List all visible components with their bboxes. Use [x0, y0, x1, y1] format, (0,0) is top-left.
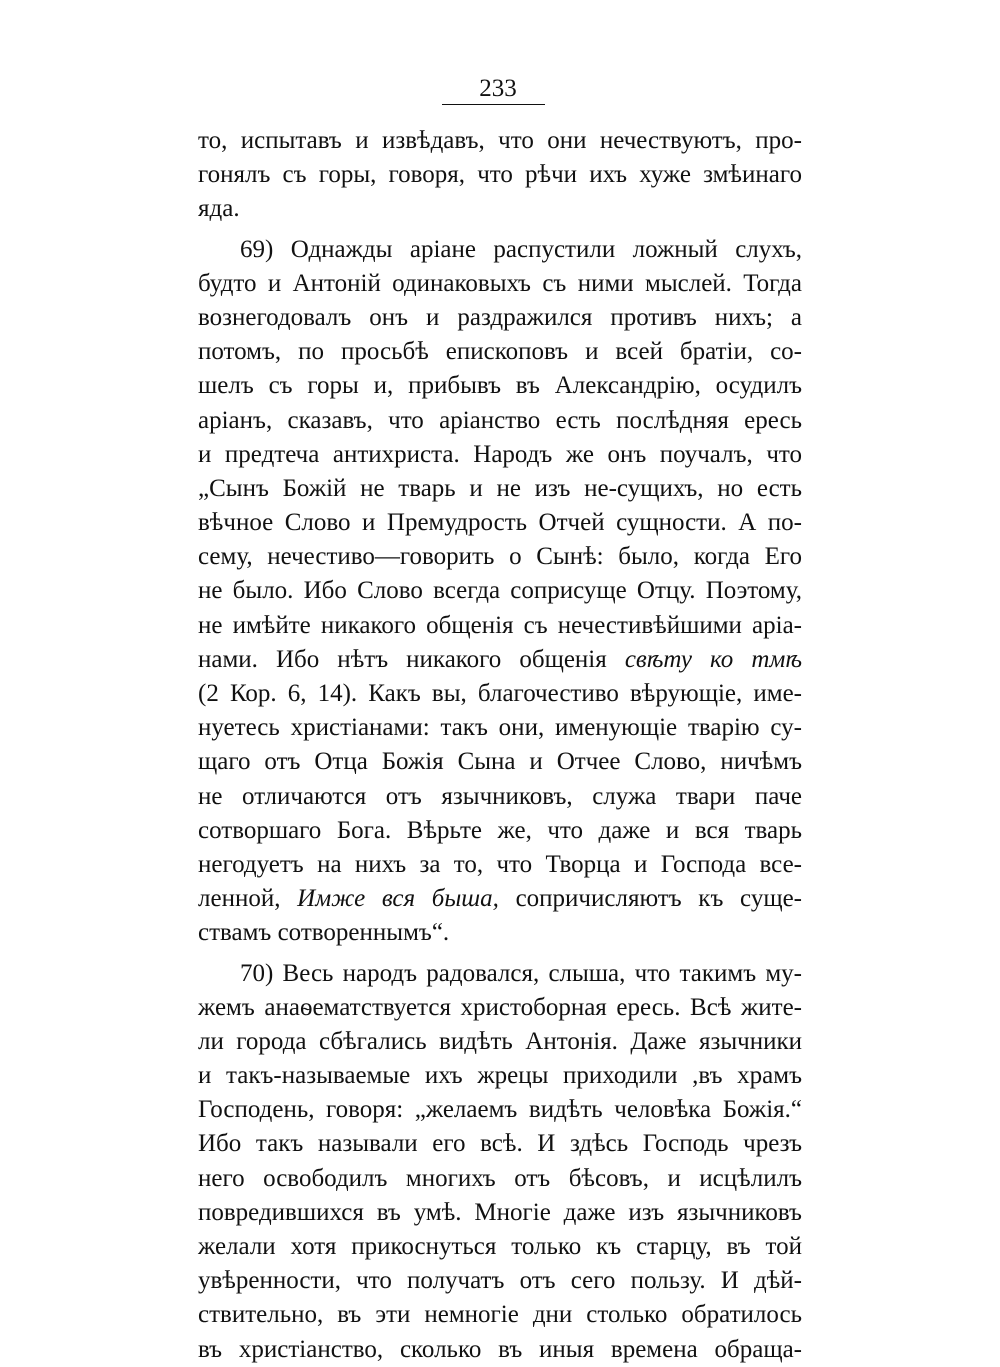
text-line: [198, 916, 802, 950]
line-text: нами. Ибо нѣтъ никакого общенія: [198, 645, 625, 673]
line-text: жемъ анаѳематствуется христоборная ересь. Всѣ жите-: [198, 993, 802, 1021]
line-text: Ибо такъ называли его всѣ. И здѣсь Господь чрезъ: [198, 1130, 802, 1158]
text-line: [198, 1333, 802, 1367]
line-text: 70) Весь народъ радовался, слыша, что такимъ му-: [240, 959, 802, 987]
line-text: не отличаются отъ язычниковъ, служа твари паче: [198, 782, 802, 810]
line-text: и предтеча антихриста. Народъ же онъ поучалъ, что: [198, 440, 802, 468]
line-text: яда.: [198, 195, 240, 223]
paragraph-start-line: [198, 233, 802, 267]
line-text: щаго отъ Отца Божія Сына и Отчее Слово, ничѣмъ: [198, 748, 802, 776]
line-text: повредившихся въ умѣ. Многіе даже изъ язычниковъ: [198, 1198, 802, 1226]
text-line: [198, 404, 802, 438]
line-text: сотворшаго Бога. Вѣрьте же, что даже и вся тварь: [198, 816, 802, 844]
text-line: [198, 158, 802, 192]
line-text: гонялъ съ горы, говоря, что рѣчи ихъ хуже змѣинаго: [198, 161, 802, 189]
line-text: сему, нечестиво—говорить о Сынѣ: было, когда Его: [198, 543, 802, 571]
line-text: въ христіанство, сколько въ иныя времена обраща-: [198, 1335, 802, 1363]
text-line: [198, 574, 802, 608]
line-text: не было. Ибо Слово всегда соприсуще Отцу. Поэтому,: [198, 577, 802, 605]
line-text: Господень, говоря: „желаемъ видѣть человѣка Божія.“: [198, 1096, 802, 1124]
text-line: [198, 991, 802, 1025]
text-line: [198, 1230, 802, 1264]
line-text: потомъ, по просьбѣ епископовъ и всей братіи, со-: [198, 338, 802, 366]
text-line: [198, 609, 802, 643]
text-line: [198, 192, 802, 226]
text-line: [198, 438, 802, 472]
line-text: (2 Кор. 6, 14). Какъ вы, благочестиво вѣрующіе, име-: [198, 680, 802, 707]
scripture-quote-italic: свѣту ко тмѣ: [624, 645, 803, 673]
line-text: вѣчное Слово и Премудрость Отчей сущности. А по-: [198, 509, 802, 537]
line-text: ствамъ сотвореннымъ“.: [198, 919, 450, 947]
text-line: [198, 814, 802, 848]
text-line: [198, 711, 802, 745]
text-line: [198, 1264, 802, 1298]
text-line: [198, 472, 802, 506]
page-number: 233: [479, 75, 517, 102]
paragraph-start-line: [198, 957, 802, 991]
text-line: [198, 780, 802, 814]
line-text: не имѣйте никакого общенія съ нечестивѣйшими аріа-: [198, 611, 802, 639]
line-text: негодуетъ на нихъ за то, что Творца и Господа все-: [198, 850, 802, 878]
text-line: [198, 643, 802, 677]
line-text: вознегодовалъ онъ и раздражился противъ нихъ; а: [198, 303, 802, 331]
text-line: [198, 1298, 802, 1332]
text-line: [198, 506, 802, 540]
text-line: [198, 1093, 802, 1127]
line-text: аріанъ, сказавъ, что аріанство есть послѣдняя ересь: [198, 406, 802, 434]
line-text: 69) Однажды аріане распустили ложный слухъ,: [240, 235, 802, 263]
text-line: [198, 335, 802, 369]
text-line: [198, 1162, 802, 1196]
text-line: [198, 1025, 802, 1059]
line-text: шелъ съ горы и, прибывъ въ Александрію, осудилъ: [198, 372, 802, 400]
body-text: [198, 124, 802, 1367]
text-line: [198, 745, 802, 779]
line-text: желали хотя прикоснуться только къ старцу, въ той: [198, 1233, 802, 1260]
text-line: [198, 848, 802, 882]
text-line: [198, 1196, 802, 1230]
line-text: увѣренности, что получатъ отъ сего пользу. И дѣй-: [198, 1267, 802, 1295]
page-number-rule: [442, 104, 545, 105]
text-line: [198, 369, 802, 403]
line-text: то, испытавъ и извѣдавъ, что они нечествуютъ, про-: [198, 127, 802, 154]
text-line: [198, 267, 802, 301]
text-line: [198, 1059, 802, 1093]
text-line: [198, 1127, 802, 1161]
text-line: [198, 540, 802, 574]
line-text: сопричисляютъ къ суще-: [498, 885, 802, 913]
text-line: [198, 677, 802, 711]
scripture-quote-italic: Имже вся быша,: [297, 885, 499, 913]
text-line: [198, 301, 802, 335]
line-text: и такъ-называемые ихъ жрецы приходили ,въ храмъ: [198, 1062, 802, 1090]
line-text: ленной,: [198, 885, 298, 913]
line-text: него освободилъ многихъ отъ бѣсовъ, и исцѣлилъ: [198, 1164, 802, 1192]
text-line: [198, 882, 802, 916]
line-text: „Сынъ Божій не тварь и не изъ не-сущихъ, но есть: [198, 474, 802, 502]
line-text: ствительно, въ эти немногіе дни столько обратилось: [198, 1301, 802, 1329]
line-text: нуетесь христіанами: такъ они, именующіе тварію су-: [198, 714, 802, 742]
line-text: будто и Антоній одинаковыхъ съ ними мыслей. Тогда: [198, 269, 802, 297]
line-text: ли города сбѣгались видѣть Антонія. Даже язычники: [198, 1027, 802, 1055]
text-line: [198, 124, 802, 158]
